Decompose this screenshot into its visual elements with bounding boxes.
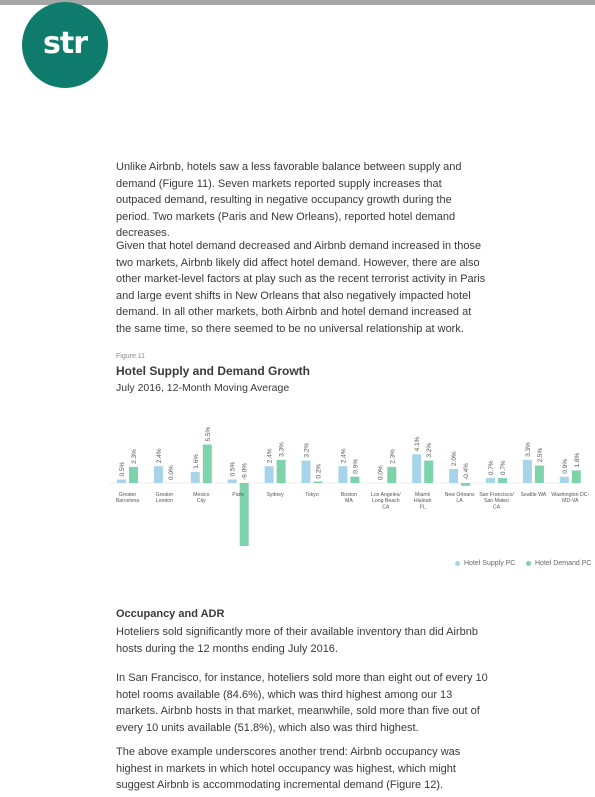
supply-bar-0: [117, 480, 126, 484]
category-label-0: Greater Barcelona: [115, 492, 140, 505]
category-label-8: Miami/ Hialeah FL: [413, 492, 432, 511]
demand-label-2: 5.5%: [204, 426, 212, 442]
supply-label-11: 3.3%: [524, 442, 532, 457]
section-paragraph-1: Hoteliers sold significantly more of their available inventory than did Airbnb hosts during the 12 months ending July 2016.: [116, 626, 478, 655]
category-label-7: Los Angeles/ Long Beach CA: [370, 492, 401, 511]
demand-label-0: 2.3%: [131, 449, 138, 464]
demand-label-11: 2.5%: [536, 447, 544, 463]
legend-supply-swatch: [455, 561, 460, 566]
category-label-5: Tokyo: [305, 492, 319, 498]
supply-bar-3: [228, 480, 237, 484]
demand-label-6: 0.9%: [352, 458, 360, 474]
demand-label-12: 1.8%: [573, 452, 581, 468]
legend-demand-swatch: [526, 561, 531, 566]
supply-bar-8: [412, 454, 421, 483]
section-paragraph-3: The above example underscores another trend: Airbnb occupancy was highest in markets in which hotel occupancy was highest, which might suggest Airbnb is accommodating incremental demand (Figure 12).: [116, 746, 461, 791]
category-label-11: Seattle WA: [520, 492, 547, 498]
supply-label-4: 2.4%: [266, 448, 274, 464]
demand-label-10: 0.7%: [500, 460, 507, 476]
demand-bar-11: [535, 466, 544, 484]
supply-bar-2: [191, 472, 200, 483]
supply-label-9: 2.0%: [451, 451, 459, 466]
legend-supply: [455, 560, 515, 567]
demand-label-5: 0.2%: [315, 463, 323, 479]
demand-bar-5: [314, 482, 323, 483]
legend-supply-label: Hotel Supply PC: [464, 560, 516, 567]
supply-label-8: 4.1%: [414, 436, 422, 452]
logo-text: str: [43, 25, 87, 61]
supply-label-10: 0.7%: [488, 460, 495, 476]
category-label-12: Washington DC-MD-VA: [551, 492, 590, 505]
demand-label-8: 3.2%: [426, 442, 434, 458]
demand-label-4: 3.3%: [278, 442, 286, 457]
demand-bar-8: [424, 461, 433, 483]
body-paragraph-2: Given that hotel demand decreased and Airbnb demand increased in those two markets, Airbnb likely did affect hotel demand. However, there are also other market-level factors at play such as the recent terrorist activity in Paris and large event shifts in New Orleans that also negatively impacted hotel demand. In all other markets, both Airbnb and hotel demand increased at the same time, so there seemed to be no universal relationship at work.: [116, 240, 486, 335]
supply-bar-10: [486, 478, 495, 483]
figure-title: Hotel Supply and Demand Growth: [116, 364, 311, 378]
supply-bar-12: [560, 477, 569, 483]
supply-label-1: 2.4%: [155, 448, 163, 464]
demand-bar-6: [350, 477, 359, 483]
demand-label-7: 2.3%: [389, 449, 397, 464]
supply-bar-5: [302, 461, 311, 483]
supply-bar-6: [338, 466, 347, 483]
supply-bar-1: [154, 466, 163, 483]
body-paragraph-1: Unlike Airbnb, hotels saw a less favorable balance between supply and demand (Figure 11). Seven markets reported supply increases that outpaced demand, resulting in negative occupancy growth during the period. Two markets (Paris and New Orleans), reported hotel demand decreases.: [116, 161, 462, 239]
supply-bar-4: [265, 466, 274, 483]
top-border: [0, 0, 595, 5]
supply-label-3: 0.5%: [229, 461, 237, 477]
supply-bar-11: [523, 460, 532, 483]
demand-bar-9: [461, 483, 470, 486]
demand-label-3: -9.0%: [241, 463, 249, 480]
supply-label-0: 0.5%: [119, 461, 126, 477]
supply-bar-9: [449, 469, 458, 483]
category-label-4: Sydney: [266, 492, 284, 498]
section-paragraph-2: In San Francisco, for instance, hoteliers sold more than eight out of every 10 hotel rooms available (84.6%), which was third highest among our 13 markets. Airbnb hosts in that market, meanwhile, sold more than five out of every 10 units available (51.8%), which also was third highest.: [116, 672, 488, 734]
demand-bar-12: [572, 470, 581, 483]
category-label-6: Boston MA: [340, 492, 357, 505]
category-label-3: Paris: [232, 492, 245, 498]
demand-bar-7: [387, 467, 396, 483]
category-label-10: San Francisco/ San Mateo CA: [479, 492, 514, 511]
legend-demand-label: Hotel Demand PC: [535, 560, 592, 567]
figure-label: Figure 11: [116, 353, 146, 360]
supply-label-5: 3.2%: [303, 442, 311, 458]
supply-demand-chart: [100, 410, 590, 580]
figure-subtitle: July 2016, 12-Month Moving Average: [116, 382, 290, 394]
legend-demand: [526, 560, 591, 567]
supply-label-7: 0.0%: [377, 465, 385, 480]
category-label-9: New Orleans LA: [444, 492, 475, 505]
demand-bar-0: [129, 467, 138, 483]
demand-label-9: -0.4%: [463, 463, 471, 480]
demand-label-1: 0.0%: [167, 465, 175, 480]
str-logo: [22, 2, 108, 88]
demand-bar-10: [498, 478, 507, 483]
category-label-1: Greater London: [155, 492, 174, 505]
demand-bar-2: [203, 445, 212, 484]
section-heading: Occupancy and ADR: [116, 608, 225, 620]
supply-label-12: 0.9%: [561, 458, 569, 474]
supply-label-2: 1.6%: [192, 453, 200, 469]
category-label-2: Mexico City: [193, 492, 210, 505]
supply-label-6: 2.4%: [340, 448, 348, 464]
demand-bar-4: [277, 460, 286, 483]
